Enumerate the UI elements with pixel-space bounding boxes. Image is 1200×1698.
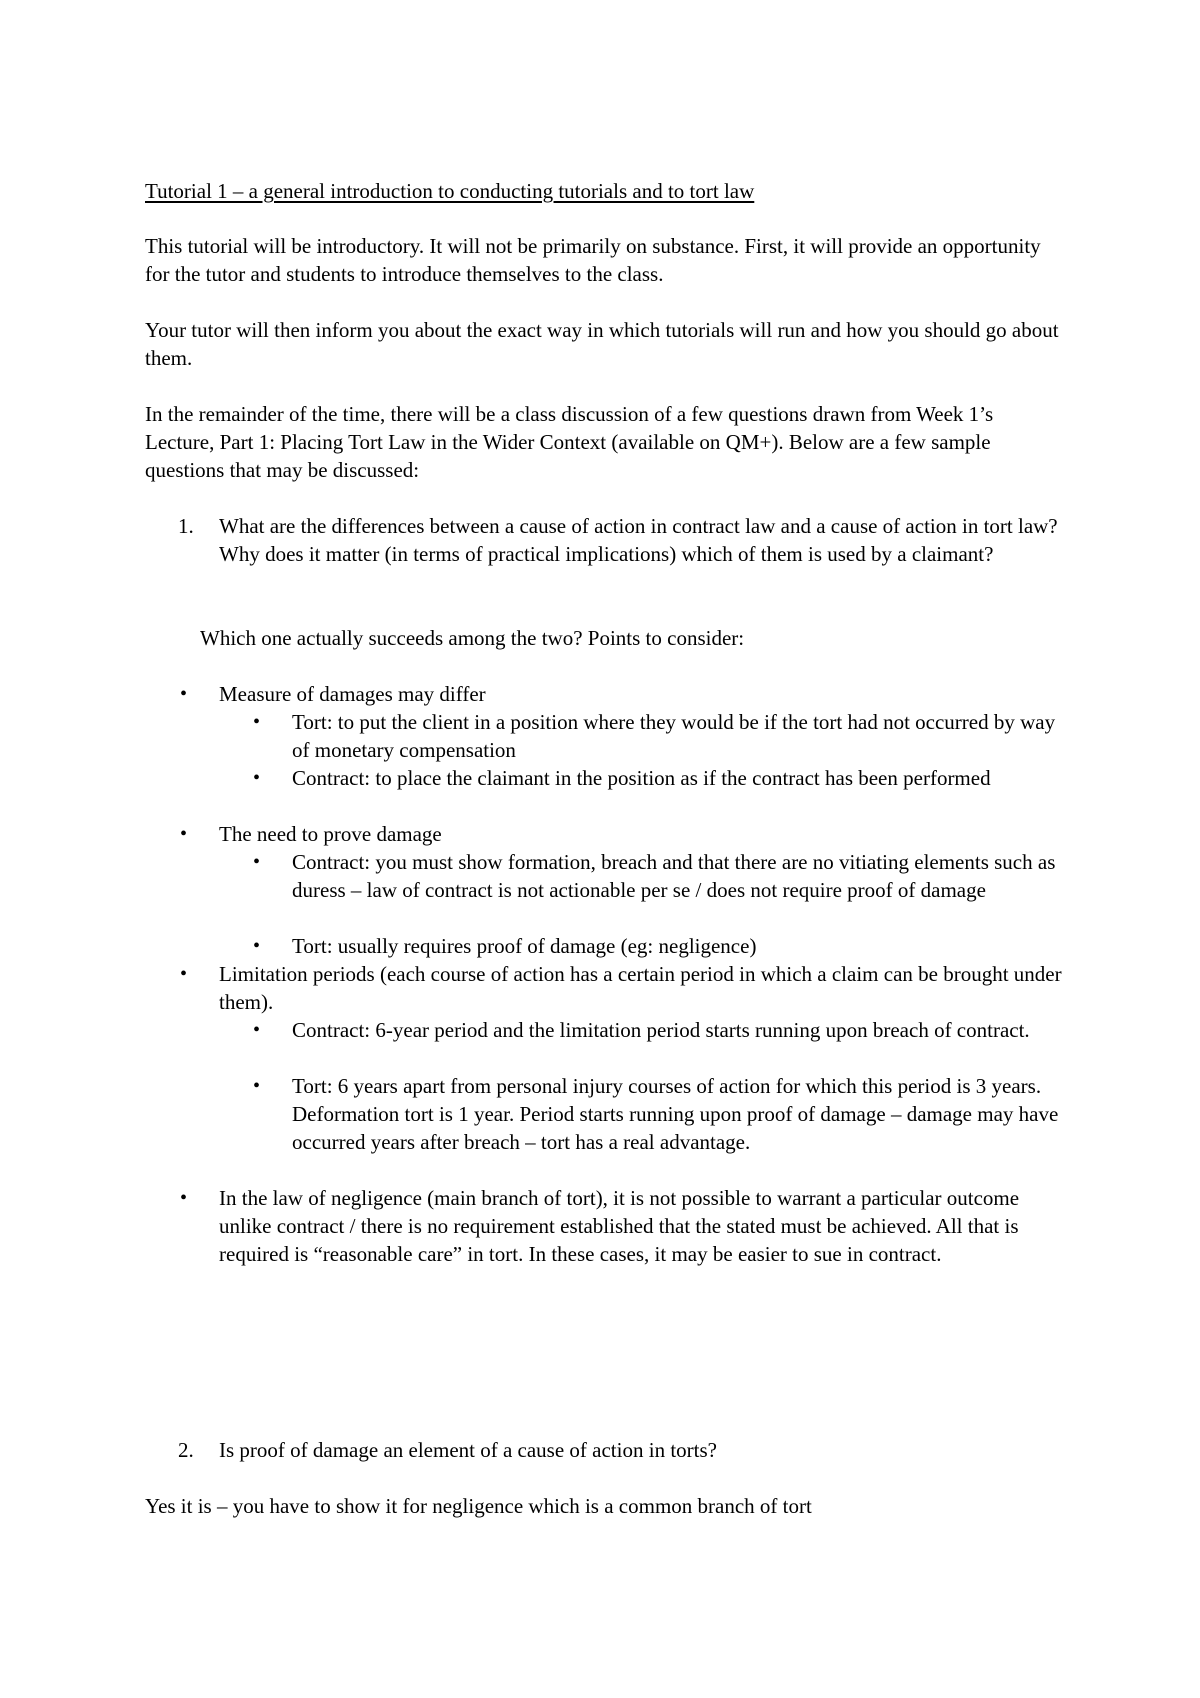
list-item-text: The need to prove damage — [219, 822, 442, 846]
sub-list-item-text: Contract: you must show formation, breach and that there are no vitiating elements such as duress – law of contract is not actionable per se / does not require proof of damage — [292, 850, 1056, 902]
list-item-text: In the law of negligence (main branch of tort), it is not possible to warrant a particular outcome unlike contract / there is no requirement established that the stated must be achieved. All that is required is “reasonable care” in tort. In these cases, it may be easier to sue in contract. — [219, 1186, 1020, 1266]
bullet-icon: • — [180, 823, 188, 845]
question-followup: Which one actually succeeds among the two? Points to consider: — [200, 626, 745, 650]
list-item-text: Limitation periods (each course of action has a certain period in which a claim can be brought under them). — [219, 962, 1062, 1014]
sub-list-item-text: Tort: to put the client in a position where they would be if the tort had not occurred by way of monetary compensation — [292, 710, 1056, 762]
answer-text: Yes it is – you have to show it for negligence which is a common branch of tort — [145, 1494, 812, 1518]
sub-list-item-text: Tort: 6 years apart from personal injury courses of action for which this period is 3 years. Deformation tort is 1 year. Period starts running upon proof of damage – damage may have occurred years after breach – tort has a real advantage. — [292, 1074, 1059, 1154]
question-number: 1. — [178, 514, 194, 538]
bullet-icon: • — [253, 935, 261, 957]
sub-list-item-text: Contract: to place the claimant in the position as if the contract has been performed — [292, 766, 991, 790]
intro-paragraph: In the remainder of the time, there will be a class discussion of a few questions drawn from Week 1’s Lecture, Part 1: Placing Tort Law in the Wider Context (available on QM+). Below are a few sample questions that may be discussed: — [145, 402, 994, 482]
sub-list-item-text: Tort: usually requires proof of damage (eg: negligence) — [292, 934, 757, 958]
question-text: What are the differences between a cause of action in contract law and a cause of action in tort law? Why does it matter (in terms of practical implications) which of them is used by a claimant? — [219, 514, 1058, 566]
question-number: 2. — [178, 1438, 194, 1462]
bullet-icon: • — [180, 963, 188, 985]
intro-paragraph: This tutorial will be introductory. It will not be primarily on substance. First, it will provide an opportunity for the tutor and students to introduce themselves to the class. — [145, 234, 1041, 286]
bullet-icon: • — [253, 711, 261, 733]
bullet-icon: • — [253, 1075, 261, 1097]
sub-list-item-text: Contract: 6-year period and the limitation period starts running upon breach of contract. — [292, 1018, 1030, 1042]
bullet-icon: • — [253, 851, 261, 873]
bullet-icon: • — [253, 1019, 261, 1041]
bullet-icon: • — [180, 1187, 188, 1209]
intro-paragraph: Your tutor will then inform you about the exact way in which tutorials will run and how you should go about them. — [145, 318, 1059, 370]
document-title: Tutorial 1 – a general introduction to conducting tutorials and to tort law — [145, 179, 755, 203]
bullet-icon: • — [180, 683, 188, 705]
list-item-text: Measure of damages may differ — [219, 682, 486, 706]
question-text: Is proof of damage an element of a cause of action in torts? — [219, 1438, 717, 1462]
bullet-icon: • — [253, 767, 261, 789]
